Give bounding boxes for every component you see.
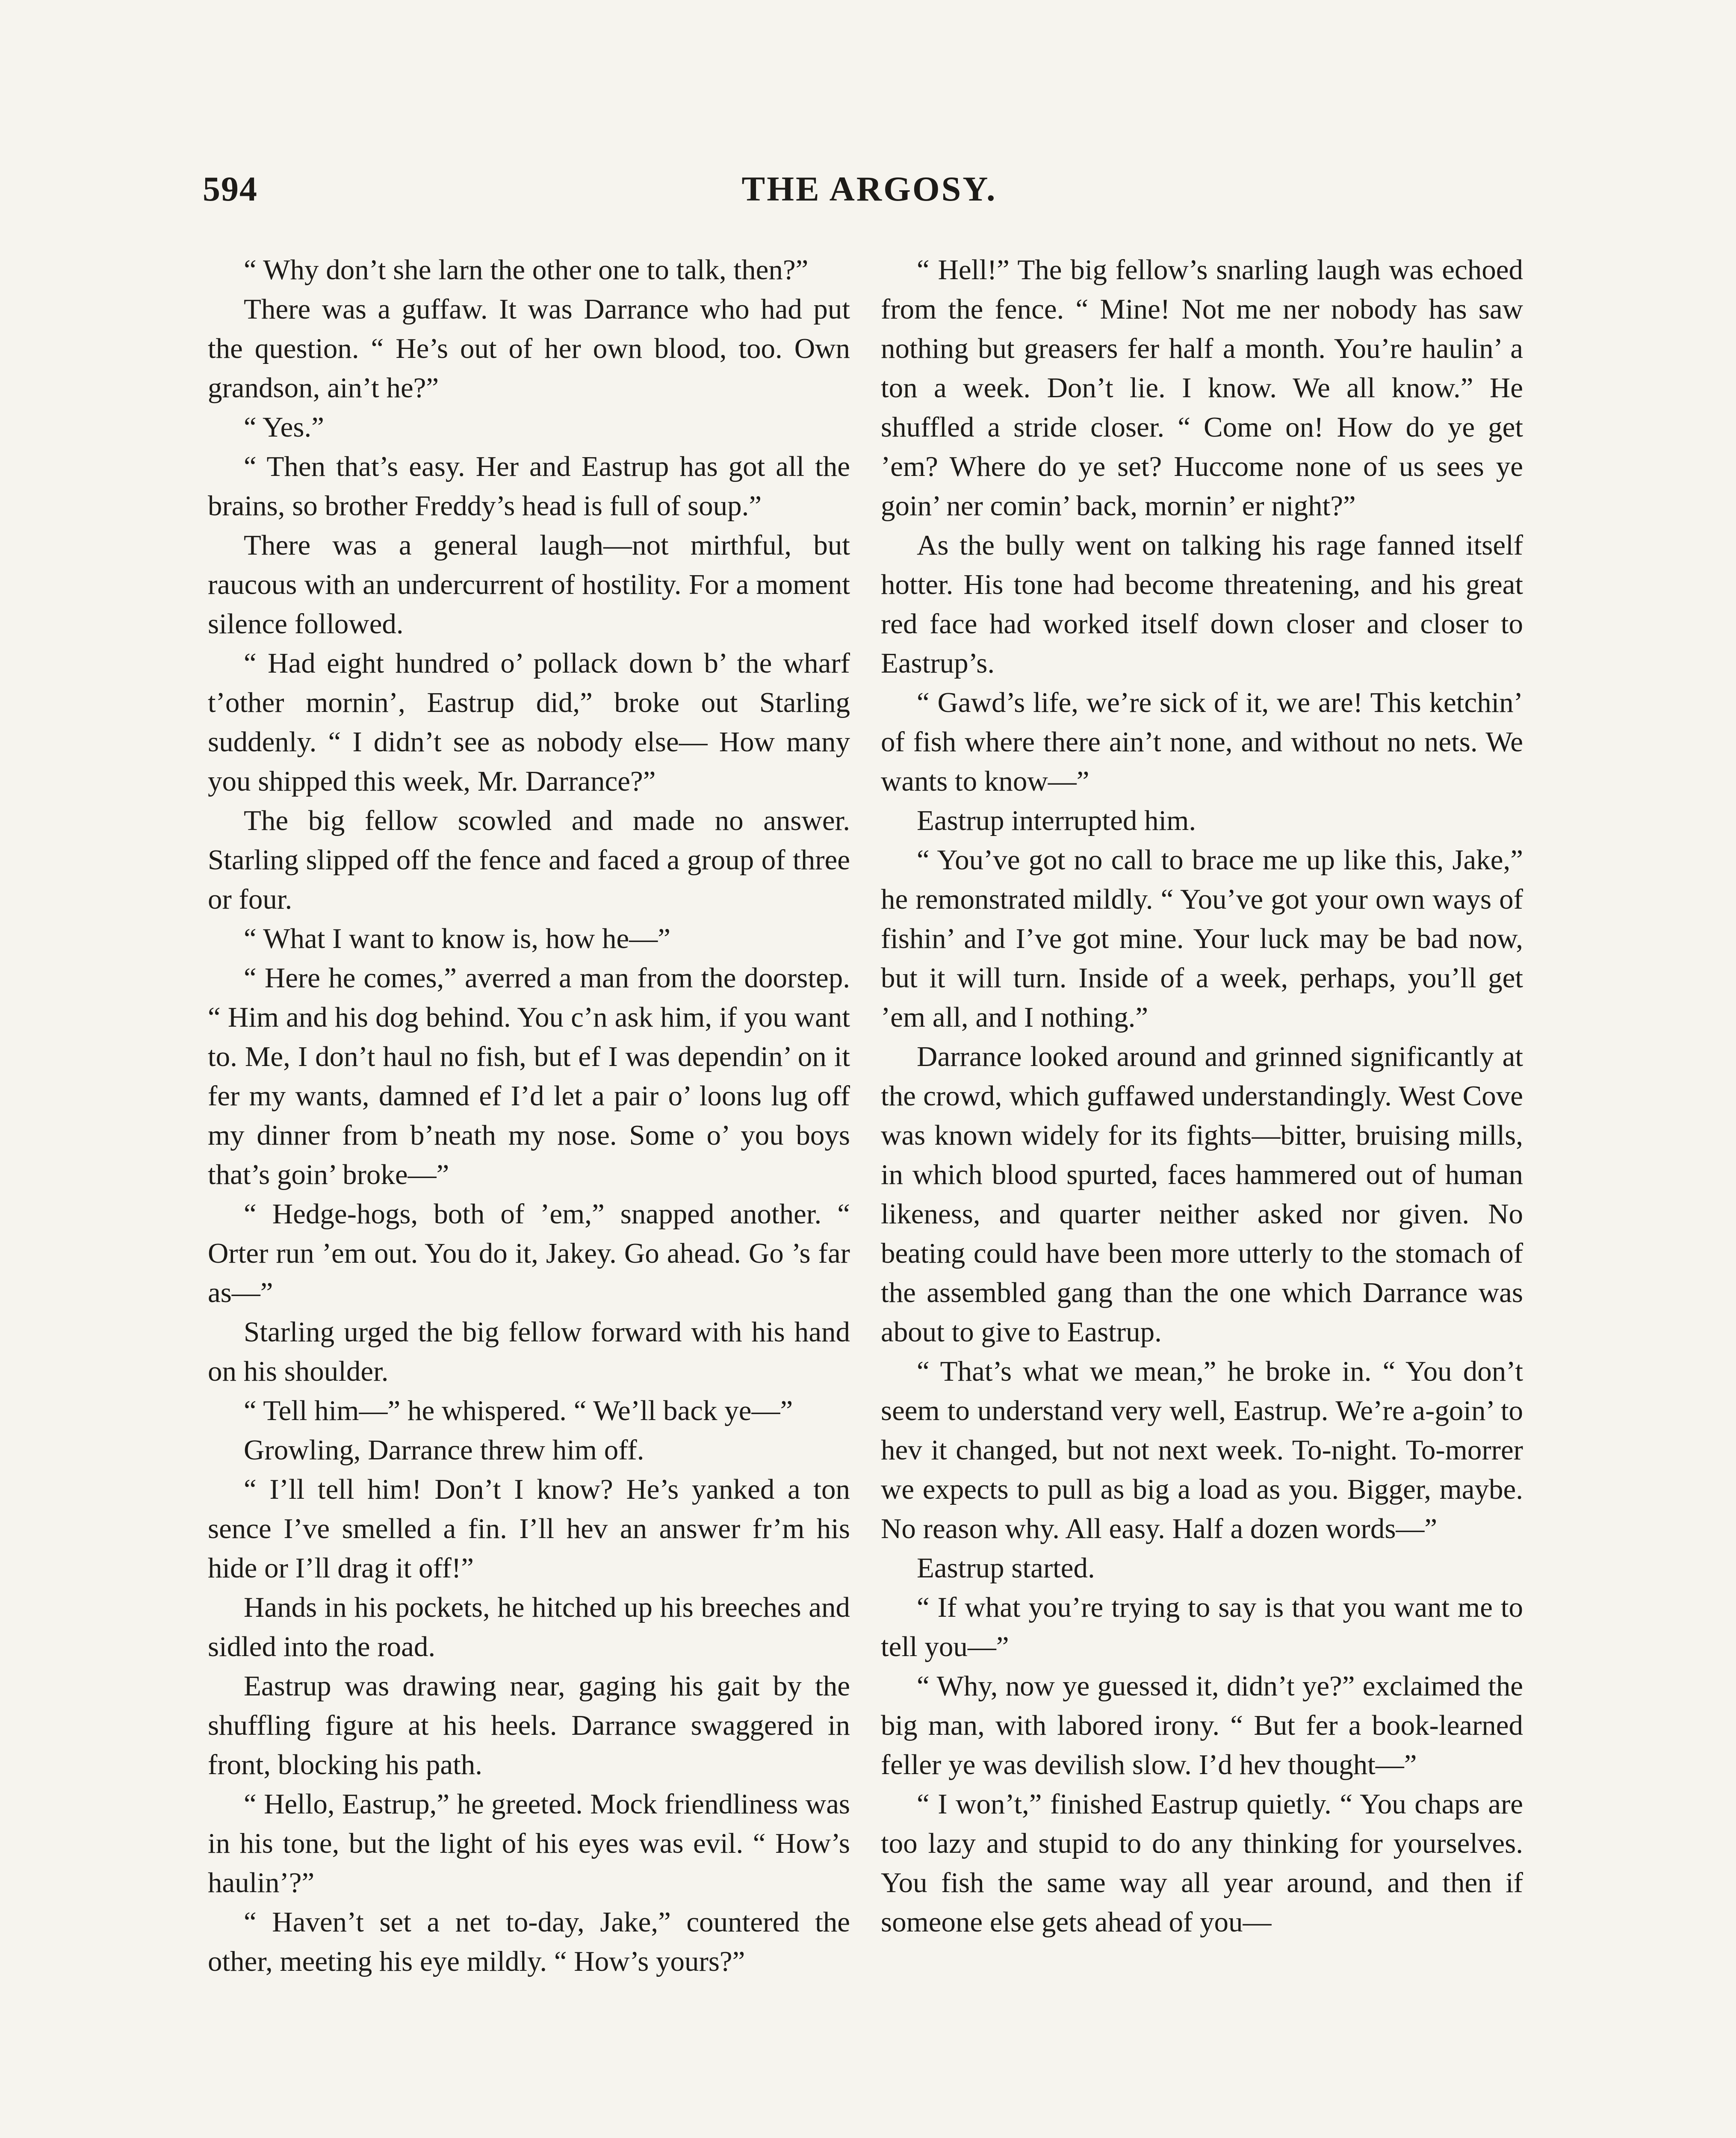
paragraph: As the bully went on talking his rage fanned itself hotter. His tone had become threatening, and his great red face had worked itself down closer and closer to Eastrup’s. <box>881 529 1523 679</box>
left-column <box>208 250 850 1981</box>
paragraph: “ If what you’re trying to say is that you want me to tell you—” <box>881 1592 1523 1663</box>
paragraph: “ Yes.” <box>244 411 324 443</box>
paragraph: There was a guffaw. It was Darrance who had put the question. “ He’s out of her own blood, too. Own grandson, ain’t he?” <box>208 293 850 404</box>
paragraph: Growling, Darrance threw him off. <box>244 1434 644 1466</box>
paragraph: “ Why don’t she larn the other one to talk, then?” <box>244 254 809 286</box>
paragraph: “ Then that’s easy. Her and Eastrup has got all the brains, so brother Freddy’s head is full of soup.” <box>208 451 850 522</box>
paragraph: “ I’ll tell him! Don’t I know? He’s yanked a ton sence I’ve smelled a fin. I’ll hev an answer fr’m his hide or I’ll drag it off!” <box>208 1474 850 1584</box>
paragraph: “ Had eight hundred o’ pollack down b’ the wharf t’other mornin’, Eastrup did,” broke out Starling suddenly. “ I didn’t see as nobody else— How many you shipped this week, Mr. Darrance?” <box>208 647 850 797</box>
paragraph: Eastrup started. <box>917 1552 1095 1584</box>
running-head: THE ARGOSY. <box>741 169 997 208</box>
paragraph: “ Here he comes,” averred a man from the doorstep. “ Him and his dog behind. You c’n ask him, if you want to. Me, I don’t haul no fish, but ef I was dependin’ on it fer my wants, damned ef I’d let a pair o’ loons lug off my dinner from b’neath my nose. Some o’ you boys that’s goin’ broke—” <box>208 962 850 1190</box>
paragraph: “ You’ve got no call to brace me up like this, Jake,” he remonstrated mildly. “ You’ve got your own ways of fishin’ and I’ve got mine. Your luck may be bad now, but it will turn. Inside of a week, perhaps, you’ll get ’em all, and I nothing.” <box>881 844 1523 1033</box>
paragraph: “ I won’t,” finished Eastrup quietly. “ You chaps are too lazy and stupid to do any thinking for yourselves. You fish the same way all year around, and then if someone else gets ahead of you— <box>881 1788 1523 1938</box>
paragraph: “ That’s what we mean,” he broke in. “ You don’t seem to understand very well, Eastrup. We’re a-goin’ to hev it changed, but not next week. To-night. To-morrer we expects to pull as big a load as you. Bigger, maybe. No reason why. All easy. Half a dozen words—” <box>881 1355 1523 1544</box>
paragraph: “ Haven’t set a net to-day, Jake,” countered the other, meeting his eye mildly. “ How’s yours?” <box>208 1906 850 1977</box>
page-number: 594 <box>203 169 258 208</box>
paragraph: The big fellow scowled and made no answer. Starling slipped off the fence and faced a group of three or four. <box>208 805 850 915</box>
paragraph: Darrance looked around and grinned significantly at the crowd, which guffawed understandingly. West Cove was known widely for its fights—bitter, bruising mills, in which blood spurted, faces hammered out of human likeness, and quarter neither asked nor given. No beating could have been more utterly to the stomach of the assembled gang than the one which Darrance was about to give to Eastrup. <box>881 1041 1523 1348</box>
paragraph: “ Hedge-hogs, both of ’em,” snapped another. “ Orter run ’em out. You do it, Jakey. Go ahead. Go ’s far as—” <box>208 1198 850 1308</box>
paragraph: “ Hell!” The big fellow’s snarling laugh was echoed from the fence. “ Mine! Not me ner nobody has saw nothing but greasers fer half a month. You’re haulin’ a ton a week. Don’t lie. I know. We all know.” He shuffled a stride closer. “ Come on! How do ye get ’em? Where do ye set? Huccome none of us sees ye goin’ ner comin’ back, mornin’ er night?” <box>881 254 1523 522</box>
paragraph: “ What I want to know is, how he—” <box>244 923 670 954</box>
paragraph: Eastrup was drawing near, gaging his gait by the shuffling figure at his heels. Darrance swaggered in front, blocking his path. <box>208 1670 850 1781</box>
paragraph: “ Tell him—” he whispered. “ We’ll back ye—” <box>244 1395 793 1426</box>
paragraph: Starling urged the big fellow forward with his hand on his shoulder. <box>208 1316 850 1387</box>
right-column <box>881 250 1523 1942</box>
paragraph: Hands in his pockets, he hitched up his breeches and sidled into the road. <box>208 1592 850 1663</box>
paragraph: Eastrup interrupted him. <box>917 805 1196 836</box>
paragraph: “ Why, now ye guessed it, didn’t ye?” exclaimed the big man, with labored irony. “ But fer a book-learned feller ye was devilish slow. I’d hev thought—” <box>881 1670 1523 1781</box>
paragraph: “ Hello, Eastrup,” he greeted. Mock friendliness was in his tone, but the light of his eyes was evil. “ How’s haulin’?” <box>208 1788 850 1899</box>
page-header <box>203 169 1536 224</box>
paragraph: “ Gawd’s life, we’re sick of it, we are! This ketchin’ of fish where there ain’t none, and without no nets. We wants to know—” <box>881 687 1523 797</box>
paragraph: There was a general laugh—not mirthful, but raucous with an undercurrent of hostility. For a moment silence followed. <box>208 529 850 640</box>
